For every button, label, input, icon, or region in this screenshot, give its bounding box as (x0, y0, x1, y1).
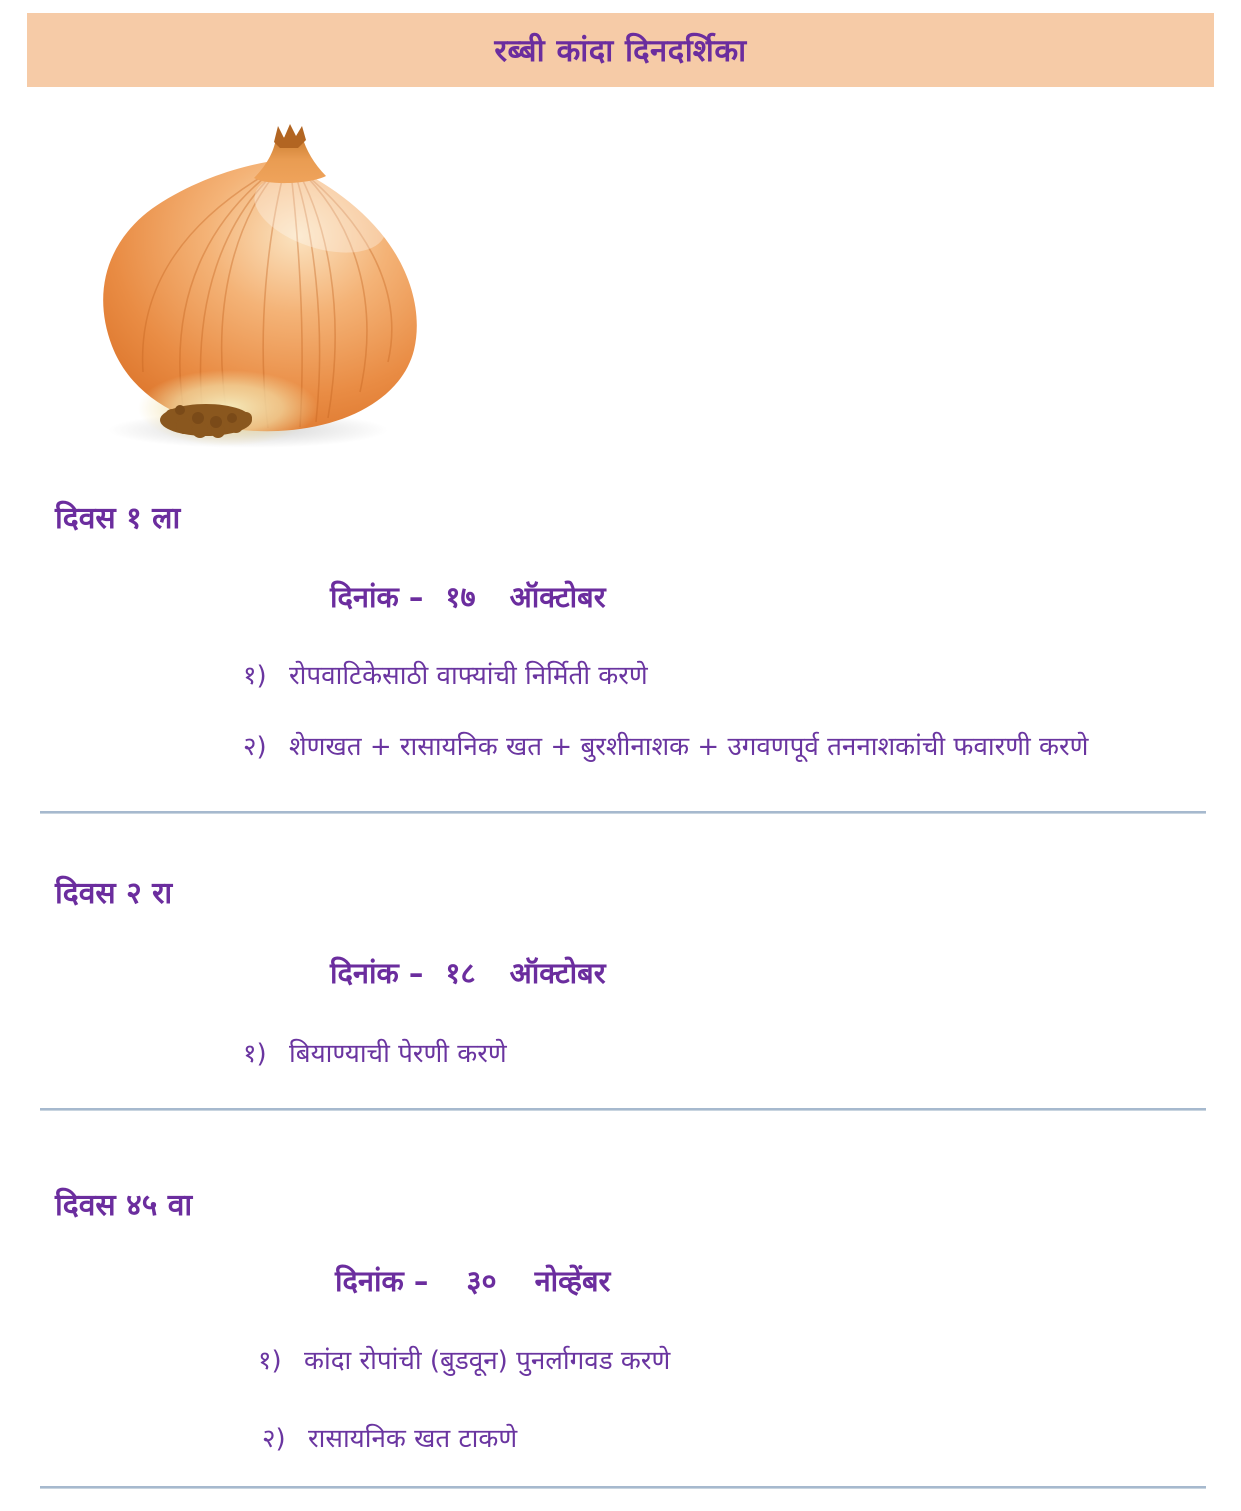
page-title: रब्बी कांदा दिनदर्शिका (494, 33, 747, 69)
onion-tuft (274, 124, 306, 148)
task-item (243, 727, 1088, 763)
task-text: कांदा रोपांची (बुडवून) पुनर्लागवड करणे (304, 1346, 671, 1376)
task-number: २) (262, 1424, 286, 1454)
section-divider (40, 1486, 1206, 1489)
date-day: १८ (445, 956, 476, 990)
task-number: १) (243, 1039, 267, 1069)
day-2-date-line (330, 953, 606, 992)
date-day: ३० (466, 1264, 497, 1298)
task-item (243, 656, 648, 692)
onion-photo (88, 122, 423, 452)
day-1-heading: दिवस १ ला (55, 501, 181, 536)
day-2-heading: दिवस २ रा (55, 876, 173, 911)
day-45-date-line (335, 1261, 610, 1300)
task-item (262, 1419, 517, 1455)
date-prefix: दिनांक – (330, 580, 424, 614)
task-number: १) (258, 1346, 282, 1376)
section-divider (40, 811, 1206, 814)
section-divider (40, 1108, 1206, 1111)
date-month: ऑक्टोबर (509, 956, 606, 990)
date-month: ऑक्टोबर (509, 580, 606, 614)
date-prefix: दिनांक – (330, 956, 424, 990)
task-number: २) (243, 732, 267, 762)
task-text: रासायनिक खत टाकणे (308, 1424, 518, 1454)
date-prefix: दिनांक – (335, 1264, 429, 1298)
task-text: बियाण्याची पेरणी करणे (289, 1039, 507, 1069)
day-1-date-line (330, 577, 606, 616)
date-month: नोव्हेंबर (534, 1264, 611, 1298)
title-banner (27, 13, 1214, 87)
task-item (243, 1034, 507, 1070)
onion-illustration (88, 122, 423, 452)
day-45-heading: दिवस ४५ वा (55, 1188, 193, 1223)
task-text: शेणखत + रासायनिक खत + बुरशीनाशक + उगवणपूर्व तननाशकांची फवारणी करणे (289, 732, 1089, 762)
task-item (258, 1341, 670, 1377)
task-number: १) (243, 661, 267, 691)
task-text: रोपवाटिकेसाठी वाफ्यांची निर्मिती करणे (289, 661, 648, 691)
date-day: १७ (445, 580, 476, 614)
